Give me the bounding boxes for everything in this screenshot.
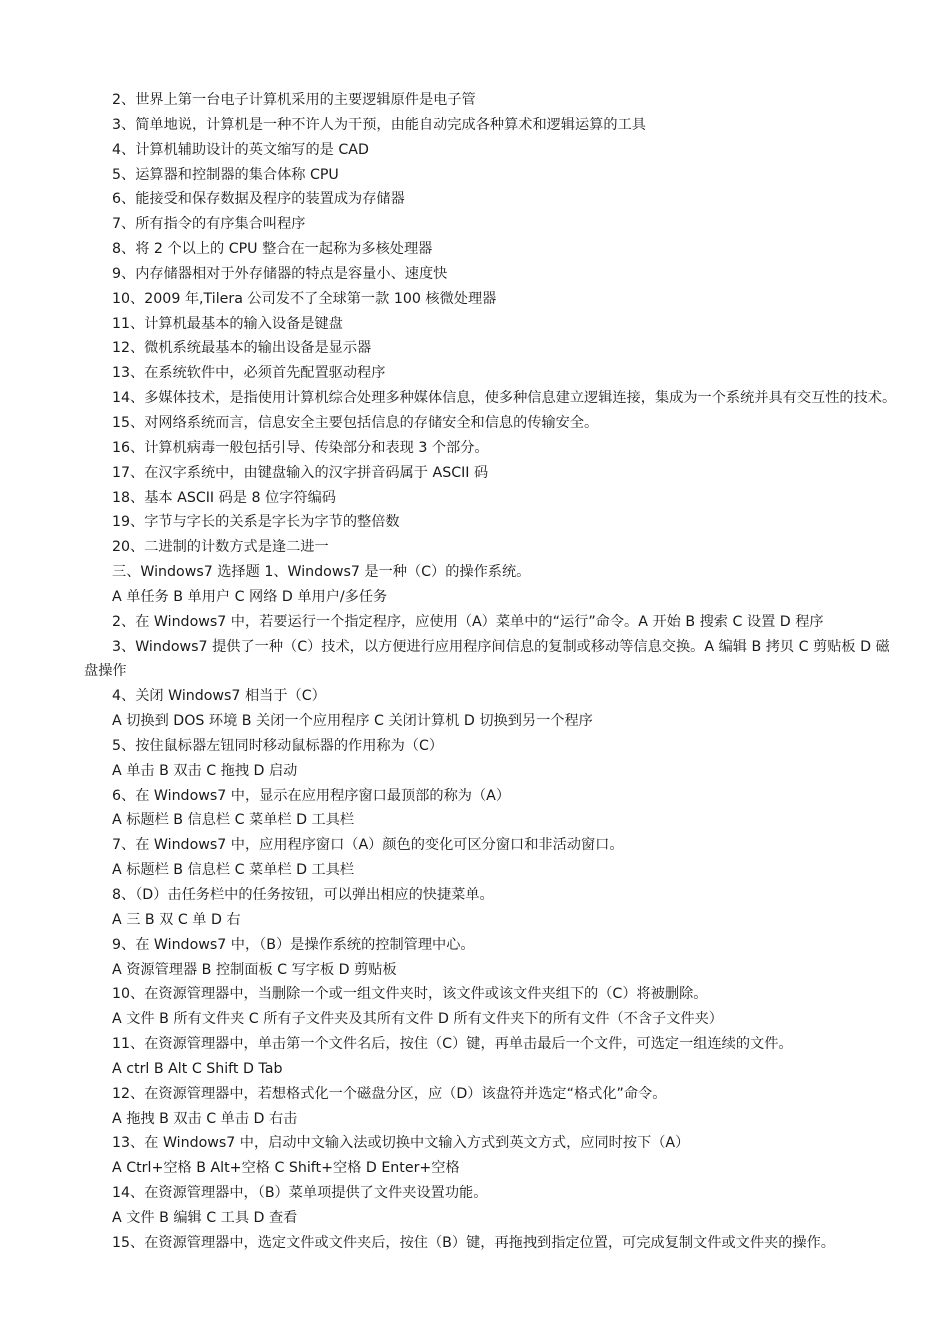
question-line: 15、在资源管理器中，选定文件或文件夹后，按住（B）键，再拖拽到指定位置，可完成复制文件或文件夹的操作。 (112, 1234, 835, 1251)
text-line: 19、字节与字长的关系是字长为字节的整倍数 (112, 514, 400, 531)
question-line: 4、关闭 Windows7 相当于（C） (112, 688, 326, 705)
text-line: 17、在汉字系统中，由键盘输入的汉字拼音码属于 ASCII 码 (112, 464, 489, 481)
text-line: 4、计算机辅助设计的英文缩写的是 CAD (112, 141, 369, 158)
answer-options: A 标题栏 B 信息栏 C 菜单栏 D 工具栏 (112, 862, 355, 879)
text-line: 5、运算器和控制器的集合体称 CPU (112, 166, 339, 183)
answer-options: A 单击 B 双击 C 拖拽 D 启动 (112, 762, 298, 779)
question-line: 2、在 Windows7 中，若要运行一个指定程序，应使用（A）菜单中的“运行”命令。A 开始 B 搜索 C 设置 D 程序 (112, 613, 824, 630)
text-line: 18、基本 ASCII 码是 8 位字符编码 (112, 489, 336, 506)
question-line: 10、在资源管理器中，当删除一个或一组文件夹时，该文件或该文件夹组下的（C）将被删除。 (112, 986, 708, 1003)
answer-options: A 文件 B 编辑 C 工具 D 查看 (112, 1209, 298, 1226)
question-line: 8、（D）击任务栏中的任务按钮，可以弹出相应的快捷菜单。 (112, 887, 494, 903)
question-line: 5、按住鼠标器左钮同时移动鼠标器的作用称为（C） (112, 737, 444, 754)
question-line: 6、在 Windows7 中，显示在应用程序窗口最顶部的称为（A） (112, 787, 511, 804)
answer-options: A 文件 B 所有文件夹 C 所有子文件夹及其所有文件 D 所有文件夹下的所有文件（不含子文件夹） (112, 1011, 723, 1028)
question-line: 14、在资源管理器中，（B）菜单项提供了文件夹设置功能。 (112, 1185, 488, 1202)
text-paragraph: 14、多媒体技术，是指使用计算机综合处理多种媒体信息，使多种信息建立逻辑连接，集成为一个系统并具有交互性的技术。 (112, 390, 897, 407)
answer-options: A 切换到 DOS 环境 B 关闭一个应用程序 C 关闭计算机 D 切换到另一个程序 (112, 713, 593, 730)
question-line: 12、在资源管理器中，若想格式化一个磁盘分区，应（D）该盘符并选定“格式化”命令。 (112, 1085, 667, 1102)
answer-options: A ctrl B Alt C Shift D Tab (112, 1060, 283, 1077)
text-line: 6、能接受和保存数据及程序的装置成为存储器 (112, 191, 405, 208)
answer-options: A 资源管理器 B 控制面板 C 写字板 D 剪贴板 (112, 961, 397, 978)
text-line: 2、世界上第一台电子计算机采用的主要逻辑原件是电子管 (112, 92, 476, 108)
answer-options: A Ctrl+空格 B Alt+空格 C Shift+空格 D Enter+空格 (112, 1160, 460, 1177)
text-line: 7、所有指令的有序集合叫程序 (112, 216, 306, 233)
answer-options: A 标题栏 B 信息栏 C 菜单栏 D 工具栏 (112, 812, 355, 829)
text-line: 13、在系统软件中，必须首先配置驱动程序 (112, 365, 386, 382)
text-line: 20、二进制的计数方式是逢二进一 (112, 539, 329, 556)
text-line: 3、简单地说，计算机是一种不许人为干预，由能自动完成各种算术和逻辑运算的工具 (112, 116, 646, 133)
answer-options: A 拖拽 B 双击 C 单击 D 右击 (112, 1110, 298, 1127)
text-line: 12、微机系统最基本的输出设备是显示器 (112, 340, 372, 357)
text-line: 9、内存储器相对于外存储器的特点是容量小、速度快 (112, 265, 448, 282)
answer-options: A 单任务 B 单用户 C 网络 D 单用户/多任务 (112, 588, 388, 605)
text-line: 10、2009 年,Tilera 公司发不了全球第一款 100 核微处理器 (112, 290, 497, 307)
text-line: 11、计算机最基本的输入设备是键盘 (112, 315, 343, 332)
answer-options: A 三 B 双 C 单 D 右 (112, 911, 241, 928)
question-line: 9、在 Windows7 中，（B）是操作系统的控制管理中心。 (112, 936, 475, 953)
question-line: 13、在 Windows7 中，启动中文输入法或切换中文输入方式到英文方式，应同时按下（A） (112, 1135, 690, 1152)
section-heading: 三、Windows7 选择题 1、Windows7 是一种（C）的操作系统。 (112, 564, 531, 581)
question-line: 7、在 Windows7 中，应用程序窗口（A）颜色的变化可区分窗口和非活动窗口。 (112, 837, 624, 854)
text-line: 8、将 2 个以上的 CPU 整合在一起称为多核处理器 (112, 241, 433, 258)
question-paragraph: 3、Windows7 提供了一种（C）技术，以方便进行应用程序间信息的复制或移动等信息交换。A 编辑 B 拷贝 C 剪贴板 D 磁盘操作 (84, 638, 890, 680)
text-line: 16、计算机病毒一般包括引导、传染部分和表现 3 个部分。 (112, 439, 489, 456)
question-line: 11、在资源管理器中，单击第一个文件名后，按住（C）键，再单击最后一个文件，可选定一组连续的文件。 (112, 1036, 793, 1053)
text-line: 15、对网络系统而言，信息安全主要包括信息的存储安全和信息的传输安全。 (112, 414, 599, 431)
